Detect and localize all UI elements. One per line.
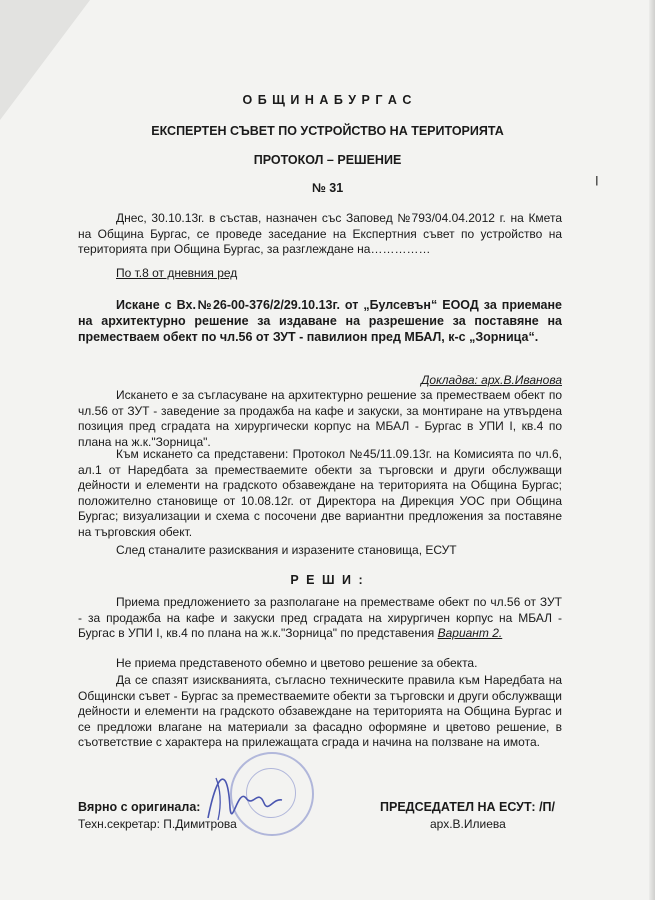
doc-type-heading: ПРОТОКОЛ – РЕШЕНИЕ (253, 153, 402, 167)
reporter-line: Докладва: арх.В.Иванова (420, 373, 562, 387)
decision-heading: Р Е Ш И : (290, 573, 365, 587)
body-paragraph-1: Искането е за съгласуване на архитектурно решение за преместваем обект по чл.56 от ЗУТ - заведение за продажба на кафе и закуски, за монтиране на утвърдена позиция пред сградата на хирургически корпус на МБАЛ - Бургас в УПИ I, кв.4 по плана на ж.к."Зорница". (78, 388, 562, 449)
decision-paragraph-2: Не приема представеното обемно и цветово решение за обекта. (116, 656, 478, 670)
agenda-line (78, 266, 562, 282)
request-paragraph: Искане с Вх.№26-00-376/2/29.10.13г. от „Булсевън“ ЕООД за приемане на архитектурно решение за издаване на разрешение за поставяне на преместваем обект по чл.56 от ЗУТ - павилион пред МБАЛ, к-с „Зорница“. (78, 298, 562, 344)
secretary-line: Техн.секретар: П.Димитрова (78, 817, 237, 831)
decision-paragraph-3: Да се спазят изискванията, съгласно техническите правила към Наредбата на Общински съвет - Бургас за преместваемите обекти за търговски и други обслужващи дейности и елементи на градското обзавеждане на територията на Община Бургас и се предложи влагане на материали за фасадно оформяне и цветово решение, в съответствие с характера на прилежащата сграда и начина на ползване на имота. (78, 673, 562, 749)
chair-title: ПРЕДСЕДАТЕЛ НА ЕСУТ: /П/ (380, 800, 555, 814)
council-heading: ЕКСПЕРТЕН СЪВЕТ ПО УСТРОЙСТВО НА ТЕРИТОРИЯТА (151, 124, 504, 138)
pen-mark: ╵ (592, 178, 602, 195)
true-copy-label: Вярно с оригинала: (78, 800, 201, 814)
decision-1-text: Приема предложението за разполагане на преместваме обект по чл.56 от ЗУТ - за продажба на кафе и закуски пред сградата на хирургичен корпус на МБАЛ - Бургас в УПИ I, кв.4 по плана на ж.к."Зорница" по представения (78, 595, 562, 640)
intro-paragraph: Днес, 30.10.13г. в състав, назначен със Заповед №793/04.04.2012 г. на Кмета на Община Бургас, се проведе заседание на Експертния съвет по устройство на територията при Община Бургас, за разглеждане на…………… (78, 211, 562, 256)
protocol-number: № 31 (311, 181, 344, 195)
agenda-item: По т.8 от дневния ред (116, 266, 238, 280)
municipality-heading: О Б Щ И Н А Б У Р Г А С (242, 93, 413, 107)
body-paragraph-3: След станалите разисквания и изразените становища, ЕСУТ (116, 543, 457, 557)
body-paragraph-2: Към искането са представени: Протокол №45/11.09.13г. на Комисията по чл.6, ал.1 от Наредбата за преместваемите обекти за търговски и други обслужващи дейности и елементи на градското обзавеждане на територията на Община Бургас; положително становище от 10.08.12г. от Директора на Дирекция УОС при Община Бургас; визуализации и схема с посочени две вариантни предложения за поставяне на търговския обект. (78, 447, 562, 539)
decision-1-variant: Вариант 2. (437, 626, 503, 640)
chair-name: арх.В.Илиева (430, 817, 506, 831)
decision-paragraph-1 (78, 595, 562, 642)
